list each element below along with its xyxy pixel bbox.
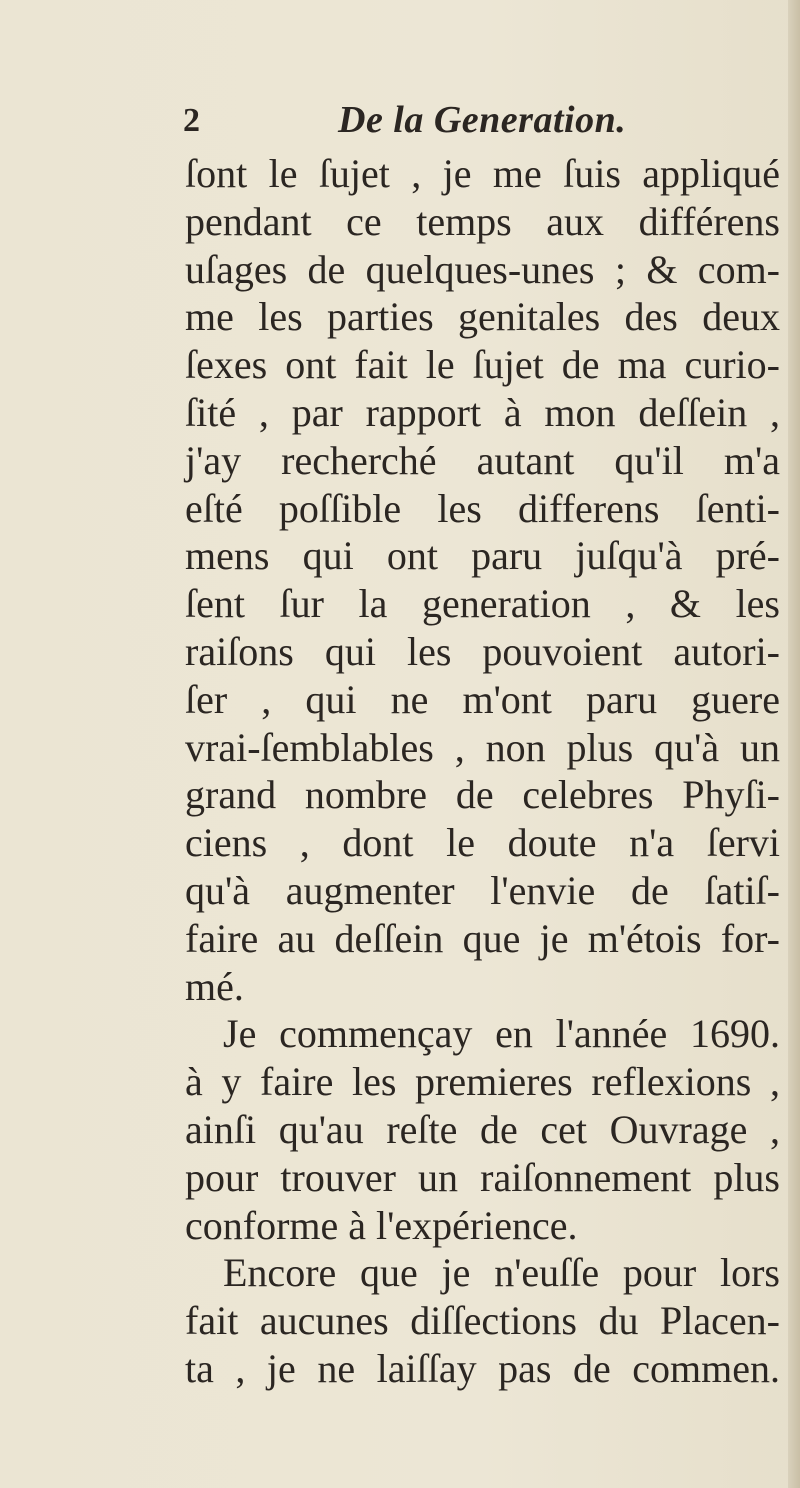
text-line: ſité , par rapport à mon deſſein , bbox=[185, 389, 780, 435]
text-line: ta , je ne laiſſay pas de commen. bbox=[185, 1345, 780, 1391]
text-line: conforme à l'expérience. bbox=[185, 1202, 578, 1248]
text-line: uſages de quelques-unes ; & com- bbox=[185, 246, 780, 292]
text-line: j'ay recherché autant qu'il m'a bbox=[185, 437, 780, 483]
text-line: grand nombre de celebres Phyſi- bbox=[185, 772, 780, 818]
page-number: 2 bbox=[183, 102, 200, 139]
text-line: me les parties genitales des deux bbox=[185, 294, 780, 340]
text-line: à y faire les premieres reflexions , bbox=[185, 1059, 780, 1105]
body-text bbox=[185, 150, 780, 1393]
text-line: qu'à augmenter l'envie de ſatiſ- bbox=[185, 867, 780, 913]
page-edge bbox=[788, 0, 800, 1488]
text-line: pour trouver un raiſonnement plus bbox=[185, 1154, 780, 1200]
page-header bbox=[183, 98, 743, 146]
text-line: pendant ce temps aux différens bbox=[185, 198, 780, 244]
text-line: ſent ſur la generation , & les bbox=[185, 581, 780, 627]
text-line: mé. bbox=[185, 963, 244, 1009]
text-line: ſexes ont fait le ſujet de ma curio- bbox=[185, 342, 780, 388]
text-line: ſer , qui ne m'ont paru guere bbox=[185, 676, 780, 722]
running-title: De la Generation. bbox=[338, 99, 627, 141]
paragraph-start-line: Encore que je n'euſſe pour lors bbox=[223, 1250, 780, 1296]
text-line: ainſi qu'au reſte de cet Ouvrage , bbox=[185, 1106, 780, 1152]
text-line: mens qui ont paru juſqu'à pré- bbox=[185, 533, 780, 579]
text-line: eſté poſſible les differens ſenti- bbox=[185, 485, 780, 531]
text-line: fait aucunes diſſections du Placen- bbox=[185, 1298, 780, 1344]
text-line: faire au deſſein que je m'étois for- bbox=[185, 915, 780, 961]
text-line: ciens , dont le doute n'a ſervi bbox=[185, 820, 780, 866]
paragraph-start-line: Je commençay en l'année 1690. bbox=[223, 1011, 780, 1057]
text-line: ſont le ſujet , je me ſuis appliqué bbox=[185, 151, 780, 196]
text-line: raiſons qui les pouvoient autori- bbox=[185, 628, 780, 674]
text-line: vrai-ſemblables , non plus qu'à un bbox=[185, 724, 780, 770]
